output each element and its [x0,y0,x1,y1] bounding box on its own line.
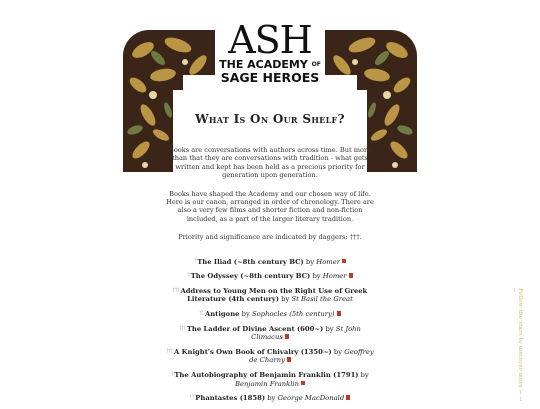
by-text: by [310,272,323,281]
by-text: by [278,295,292,304]
by-text: by [331,347,345,356]
dagger-rating: † [171,372,174,377]
list-item[interactable] [165,272,375,281]
dagger-rating: †† [189,395,195,401]
list-item[interactable] [165,287,375,304]
by-text: by [303,257,317,266]
bookmark-icon[interactable] [342,259,346,264]
dagger-rating: † [193,258,197,264]
dagger-rating: ††† [166,348,173,354]
bookmark-icon[interactable] [285,334,289,339]
shelf-content [165,112,375,409]
dagger-rating: †† [199,311,204,317]
bookmark-icon[interactable] [349,273,353,278]
bookmark-icon[interactable] [287,357,291,362]
by-text: by [323,324,336,333]
book-list [165,258,375,403]
book-title: The Autobiography of Benjamin Franklin (1791) [174,371,359,379]
book-title: Antigone [204,310,240,319]
book-title: Address to Young Men on the Right Use of Greek Literature (4th century) [180,286,368,304]
book-title: The Iliad (~8th century BC) [197,257,304,266]
book-author: Homer [322,272,347,281]
logo-line-1-text: THE ACADEMY [219,58,308,71]
bookmark-icon[interactable] [301,381,305,386]
bookmark-icon[interactable] [346,395,350,400]
by-text: by [265,394,278,403]
page-title: What Is On Our Shelf? [195,112,345,126]
logo-of-text: OF [311,61,321,68]
book-author: George MacDonald [277,394,345,403]
book-author: Benjamin Franklin [235,379,299,388]
list-item[interactable] [165,394,375,403]
by-text: by [358,371,369,379]
book-author: St Basil the Great [291,295,353,304]
book-title: Phantastes (1858) [195,394,266,403]
academy-logo[interactable] [215,20,325,85]
intro-paragraph-2: Books have shaped the Academy and our chosen way of life. Here is our canon, arranged in order of chronology. There are also a very few films and shorter fiction and non-fiction included, as a part of the larger literary tradition. [166,189,374,223]
intro-paragraph-1: Books are conversations with authors across time. But more than that they are conversations with tradition - what gets written and kept has been held as a precious priority for generation upon generation. [168,146,372,180]
list-item[interactable] [165,325,375,342]
list-item[interactable] [165,371,375,388]
intro-paragraph-3: Priority and significance are indicated by daggers: †††. [178,233,362,242]
book-author: St John Climacus [251,324,361,342]
dagger-rating: ††† [172,287,180,293]
logo-mark: ASH [228,18,312,62]
bookmark-icon[interactable] [337,311,341,316]
book-title: The Ladder of Divine Ascent (600~) [186,324,324,333]
side-scroll-hint[interactable]: Follow the stars to discover more → → → [511,288,523,402]
logo-line-2: SAGE HEROES [220,70,320,85]
list-item[interactable] [165,310,375,319]
list-item[interactable] [165,258,375,267]
list-item[interactable] [165,348,375,365]
dagger-rating: ††† [179,325,186,331]
book-title: The Odyssey (~8th century BC) [190,272,311,281]
book-author: Homer [316,257,341,266]
book-title: A Knight's Own Book of Chivalry (1350~) [173,347,332,356]
dagger-rating: † [187,273,190,279]
book-author: Geoffrey de Charny [249,347,374,365]
by-text: by [239,310,252,319]
book-author: Sophocles (5th century) [251,310,335,319]
